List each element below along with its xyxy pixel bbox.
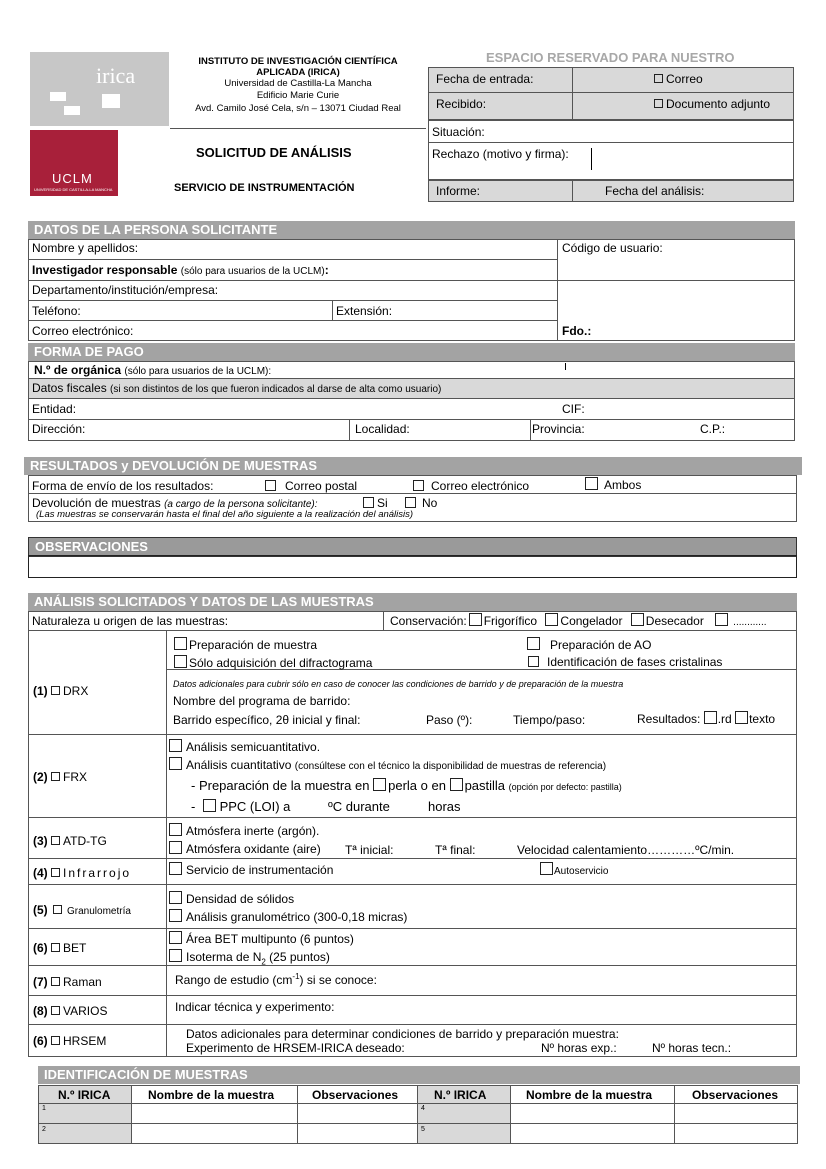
- drx-prep-ao: Preparación de AO: [527, 637, 651, 652]
- checkbox[interactable]: [51, 943, 60, 952]
- checkbox[interactable]: [528, 656, 539, 667]
- atd-t-final: Tª final:: [435, 843, 476, 857]
- organica-label: N.º de orgánica (sólo para usuarios de la UCLM):: [34, 363, 272, 377]
- checkbox[interactable]: [51, 1036, 60, 1045]
- departamento-label: Departamento/institución/empresa:: [32, 283, 219, 297]
- rechazo-label: Rechazo (motivo y firma):: [432, 147, 569, 161]
- checkbox[interactable]: [51, 686, 60, 695]
- address: Avd. Camilo José Cela, s/n – 13071 Ciudad Real: [195, 103, 401, 114]
- checkbox[interactable]: [51, 977, 60, 986]
- irica-logo: [30, 52, 169, 126]
- uclm-logo: [30, 130, 118, 196]
- checkbox[interactable]: [169, 739, 182, 752]
- checkbox[interactable]: [545, 613, 558, 626]
- granulometria-option: (5) Granulometría: [33, 903, 131, 917]
- checkbox[interactable]: [203, 799, 216, 812]
- row-number: 5: [421, 1126, 425, 1133]
- col-header: Observaciones: [312, 1088, 399, 1102]
- observaciones-field[interactable]: [28, 555, 797, 578]
- gran-granulometrico: Análisis granulométrico (300-0,18 micras): [169, 909, 407, 924]
- drx-nombre-programa: Nombre del programa de barrido:: [173, 694, 351, 708]
- entidad-label: Entidad:: [32, 402, 77, 416]
- checkbox[interactable]: [174, 655, 187, 668]
- checkbox[interactable]: [169, 909, 182, 922]
- gran-densidad: Densidad de sólidos: [169, 891, 294, 906]
- section-resultados: RESULTADOS y DEVOLUCIÓN DE MUESTRAS: [24, 457, 802, 475]
- atd-t-inicial: Tª inicial:: [345, 843, 394, 857]
- checkbox[interactable]: [654, 74, 663, 83]
- ir-option: (4) Infrarrojo: [33, 866, 132, 880]
- fecha-entrada-label: Fecha de entrada:: [436, 72, 534, 86]
- checkbox[interactable]: [51, 836, 60, 845]
- raman-rango: Rango de estudio $(cm^{-1})$ si se conoce:: [175, 972, 377, 987]
- page-title: SOLICITUD DE ANÁLISIS: [196, 145, 352, 160]
- irica-logo-block: [102, 94, 120, 108]
- checkbox[interactable]: [51, 772, 60, 781]
- extension-label: Extensión:: [336, 304, 393, 318]
- checkbox[interactable]: [169, 891, 182, 904]
- row-number: 1: [42, 1105, 46, 1112]
- checkbox[interactable]: [405, 497, 416, 508]
- row-number: 2: [42, 1126, 46, 1133]
- atd-velocidad: Velocidad calentamiento…………ºC/min.: [517, 843, 735, 857]
- atd-inerte: Atmósfera inerte (argón).: [169, 823, 319, 838]
- building: Edificio Marie Curie: [256, 90, 340, 101]
- page-subtitle: SERVICIO DE INSTRUMENTACIÓN: [174, 182, 355, 194]
- uclm-logo-text: UCLM: [52, 171, 93, 186]
- section-solicitante: DATOS DE LA PERSONA SOLICITANTE: [28, 221, 795, 239]
- irica-logo-block: [50, 92, 66, 101]
- section-analisis: ANÁLISIS SOLICITADOS Y DATOS DE LAS MUESTRAS: [28, 593, 797, 611]
- checkbox[interactable]: [735, 711, 748, 724]
- institute-info: [170, 56, 426, 114]
- uclm-logo-sub: UNIVERSIDAD DE CASTILLA-LA MANCHA: [34, 187, 113, 192]
- section-pago: FORMA DE PAGO: [28, 343, 795, 361]
- irica-logo-block: [64, 106, 80, 115]
- telefono-label: Teléfono:: [32, 304, 81, 318]
- checkbox[interactable]: [51, 868, 60, 877]
- col-header: Observaciones: [692, 1088, 779, 1102]
- checkbox[interactable]: [631, 613, 644, 626]
- hrsem-datos: Datos adicionales para determinar condiciones de barrido y preparación muestra:: [186, 1027, 619, 1041]
- irica-logo-text: irica: [96, 63, 136, 88]
- section-identificacion: IDENTIFICACIÓN DE MUESTRAS: [38, 1066, 800, 1084]
- cp-label: C.P.:: [700, 422, 726, 436]
- direccion-label: Dirección:: [32, 422, 86, 436]
- localidad-label: Localidad:: [355, 422, 410, 436]
- codigo-usuario-label: Código de usuario:: [562, 241, 663, 255]
- institute-name: INSTITUTO DE INVESTIGACIÓN CIENTÍFICA: [198, 56, 398, 67]
- row-number: 4: [421, 1105, 425, 1112]
- checkbox[interactable]: [450, 778, 463, 791]
- hrsem-horas-exp: Nº horas exp.:: [541, 1041, 617, 1055]
- atd-oxidante: Atmósfera oxidante (aire): [169, 841, 321, 856]
- drx-tiempo: Tiempo/paso:: [513, 713, 586, 727]
- ir-autoservicio: Autoservicio: [540, 862, 608, 879]
- checkbox[interactable]: [413, 480, 424, 491]
- col-header: N.º IRICA: [58, 1088, 111, 1102]
- correo-label: Correo electrónico:: [32, 324, 134, 338]
- drx-solo-adquisicion: Sólo adquisición del difractograma: [174, 655, 372, 670]
- hrsem-horas-tecn: Nº horas tecn.:: [652, 1041, 732, 1055]
- raman-option: (7) Raman: [33, 975, 102, 989]
- checkbox[interactable]: [169, 862, 182, 875]
- varios-option: (8) VARIOS: [33, 1004, 108, 1018]
- bet-option: (6) BET: [33, 941, 87, 955]
- checkbox[interactable]: [169, 949, 182, 962]
- fecha-analisis-label: Fecha del análisis:: [605, 184, 705, 198]
- section-observaciones: OBSERVACIONES: [28, 537, 797, 557]
- checkbox[interactable]: [169, 931, 182, 944]
- drx-prep-muestra: Preparación de muestra: [174, 637, 317, 652]
- hrsem-experimento: Experimento de HRSEM-IRICA deseado:: [186, 1041, 405, 1055]
- correo-electronico-option: Correo electrónico: [413, 479, 529, 493]
- cif-label: CIF:: [562, 402, 585, 416]
- correo-postal-option: Correo postal: [265, 479, 357, 493]
- checkbox[interactable]: [654, 99, 663, 108]
- frx-horas: horas: [428, 799, 461, 814]
- drx-paso: Paso (º):: [426, 713, 473, 727]
- correo-option: Correo: [654, 72, 703, 86]
- investigador-label: Investigador responsable (sólo para usuarios de la UCLM):: [32, 263, 329, 277]
- frx-cuantitativo: Análisis cuantitativo (consúltese con el técnico la disponibilidad de muestras de referencia): [169, 757, 606, 774]
- nombre-label: Nombre y apellidos:: [32, 241, 139, 255]
- firma-label: Fdo.:: [562, 324, 592, 338]
- checkbox[interactable]: [540, 862, 553, 875]
- situacion-label: Situación:: [432, 125, 485, 139]
- hrsem-option: (6) HRSEM: [33, 1034, 107, 1048]
- col-header: Nombre de la muestra: [148, 1088, 275, 1102]
- ir-servicio: Servicio de instrumentación: [169, 862, 333, 877]
- checkbox[interactable]: [715, 613, 728, 626]
- col-header: N.º IRICA: [434, 1088, 487, 1102]
- frx-option: (2) FRX: [33, 770, 88, 784]
- recibido-label: Recibido:: [436, 97, 487, 111]
- checkbox[interactable]: [373, 778, 386, 791]
- checkbox[interactable]: [585, 477, 598, 490]
- provincia-label: Provincia:: [532, 422, 585, 436]
- atd-option: (3) ATD-TG: [33, 834, 107, 848]
- drx-resultados: Resultados: .rd texto: [637, 712, 776, 726]
- drx-option: (1) DRX: [33, 684, 89, 698]
- drx-datos-adicionales: Datos adicionales para cubrir sólo en caso de conocer las condiciones de barrido y de preparación de la muestra: [173, 679, 624, 689]
- reserved-title: ESPACIO RESERVADO PARA NUESTRO: [486, 50, 735, 65]
- checkbox[interactable]: [469, 613, 482, 626]
- checkbox[interactable]: [265, 480, 276, 491]
- conservacion-note: (Las muestras se conservarán hasta el final del año siguiente a la realización del análisis): [36, 509, 414, 520]
- naturaleza-label: Naturaleza u origen de las muestras:: [32, 614, 229, 628]
- frx-ppc: - PPC (LOI) a: [191, 799, 291, 814]
- bet-area: Área BET multipunto (6 puntos): [169, 931, 354, 946]
- checkbox[interactable]: [169, 757, 182, 770]
- checkbox[interactable]: [704, 711, 717, 724]
- forma-envio-label: Forma de envío de los resultados:: [32, 479, 214, 493]
- checkbox[interactable]: [53, 905, 62, 914]
- drx-barrido: Barrido específico, 2θ inicial y final:: [173, 713, 361, 727]
- checkbox[interactable]: [169, 823, 182, 836]
- checkbox[interactable]: [51, 1006, 60, 1015]
- fiscales-label: Datos fiscales (si son distintos de los que fueron indicados al darse de alta como usuario): [32, 381, 442, 395]
- bet-isoterma: Isoterma de $N_2$ (25 puntos): [169, 949, 330, 969]
- drx-identificacion: Identificación de fases cristalinas: [528, 655, 722, 669]
- devolucion-label: Devolución de muestras (a cargo de la persona solicitante):: [32, 496, 318, 510]
- institute-name-2: APLICADA (IRICA): [256, 67, 340, 78]
- col-header: Nombre de la muestra: [526, 1088, 653, 1102]
- checkbox[interactable]: [527, 637, 540, 650]
- varios-indicar: Indicar técnica y experimento:: [175, 1000, 335, 1014]
- documento-option: Documento adjunto: [654, 97, 770, 111]
- ambos-option: Ambos: [585, 477, 641, 492]
- conservacion-options: Conservación: Frigorífico Congelador Desecador ............: [390, 614, 767, 628]
- devolucion-si-option: Si: [363, 496, 388, 510]
- frx-semicuantitativo: Análisis semicuantitativo.: [169, 739, 320, 754]
- devolucion-no-option: No: [405, 496, 437, 510]
- informe-label: Informe:: [436, 184, 481, 198]
- checkbox[interactable]: [363, 497, 374, 508]
- checkbox[interactable]: [169, 841, 182, 854]
- university-name: Universidad de Castilla-La Mancha: [224, 78, 372, 89]
- frx-grados: ºC durante: [328, 799, 390, 814]
- frx-preparacion: - Preparación de la muestra en perla o en pastilla (opción por defecto: pastilla): [191, 778, 622, 793]
- checkbox[interactable]: [174, 637, 187, 650]
